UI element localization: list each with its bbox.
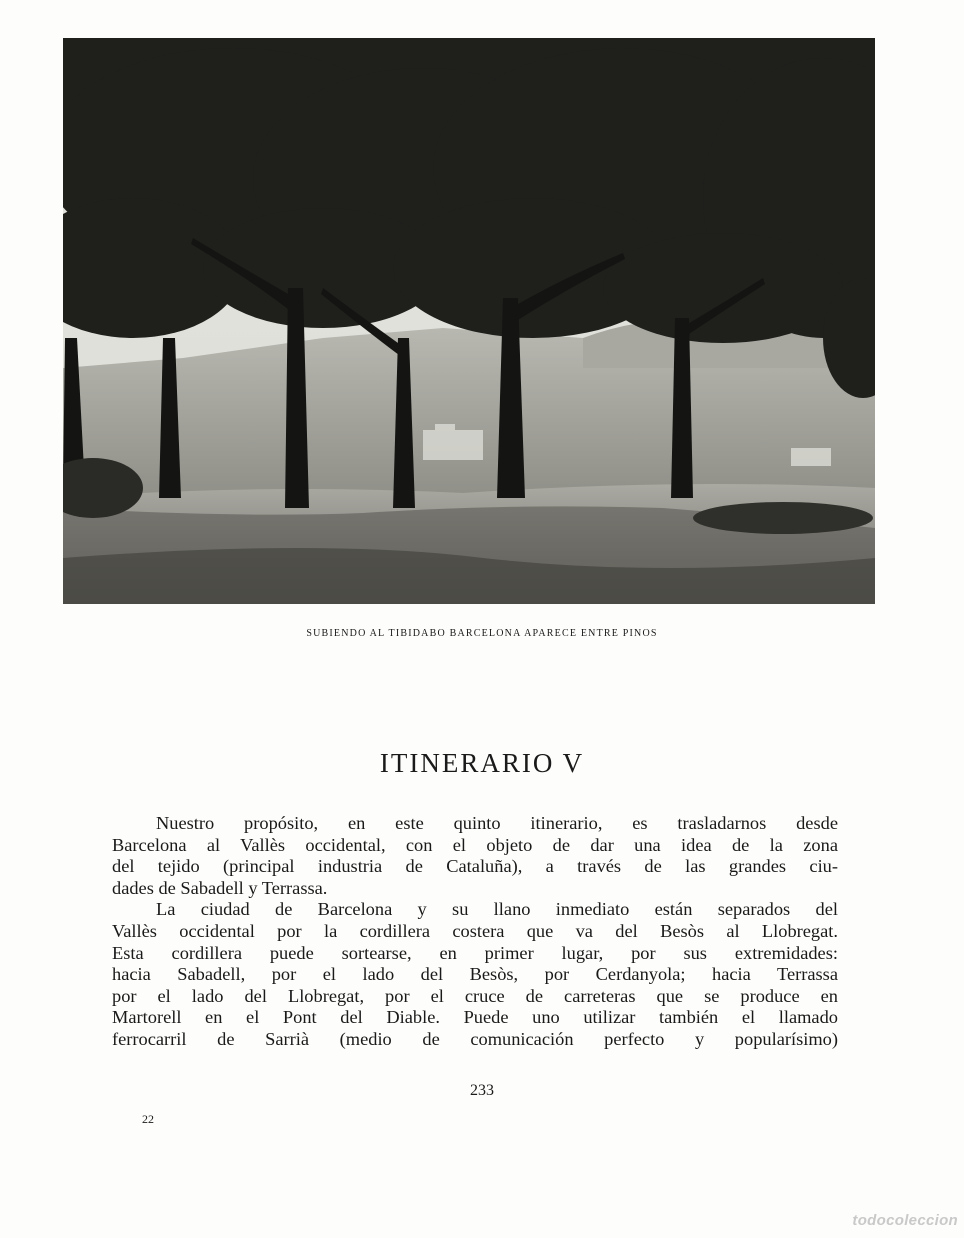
pine-trees-image [63,38,875,604]
text-line: Martorell en el Pont del Diable. Puede uno utilizar también el llamado [112,1007,838,1028]
page-number: 233 [470,1082,494,1099]
watermark-text: todocoleccion [852,1212,958,1229]
landscape-photo [63,38,875,604]
text-line: La ciudad de Barcelona y su llano inmediato están separados del [156,899,838,920]
text-line: Vallès occidental por la cordillera costera que va del Besòs al Llobregat. [112,920,838,941]
body-text [112,813,838,1051]
text-line: dades de Sabadell y Terrassa. [112,877,328,898]
text-line: del tejido (principal industria de Cataluña), a través de las grandes ciu- [112,856,838,877]
text-line: por el lado del Llobregat, por el cruce de carreteras que se produce en [112,985,838,1006]
text-line: ferrocarril de Sarrià (medio de comunicación perfecto y popularísimo) [112,1028,838,1049]
text-line: Nuestro propósito, en este quinto itinerario, es trasladarnos desde [156,813,838,833]
text-line: Barcelona al Vallès occidental, con el objeto de dar una idea de la zona [112,834,838,855]
watermark-logo [852,1212,958,1229]
photo-caption: SUBIENDO AL TIBIDABO BARCELONA APARECE ENTRE PINOS [306,628,658,639]
text-line: hacia Sabadell, por el lado del Besòs, por Cerdanyola; hacia Terrassa [112,964,838,985]
text-line: Esta cordillera puede sortearse, en primer lugar, por sus extremidades: [112,942,838,963]
signature-mark: 22 [142,1112,154,1126]
itinerary-heading: ITINERARIO V [379,748,585,779]
